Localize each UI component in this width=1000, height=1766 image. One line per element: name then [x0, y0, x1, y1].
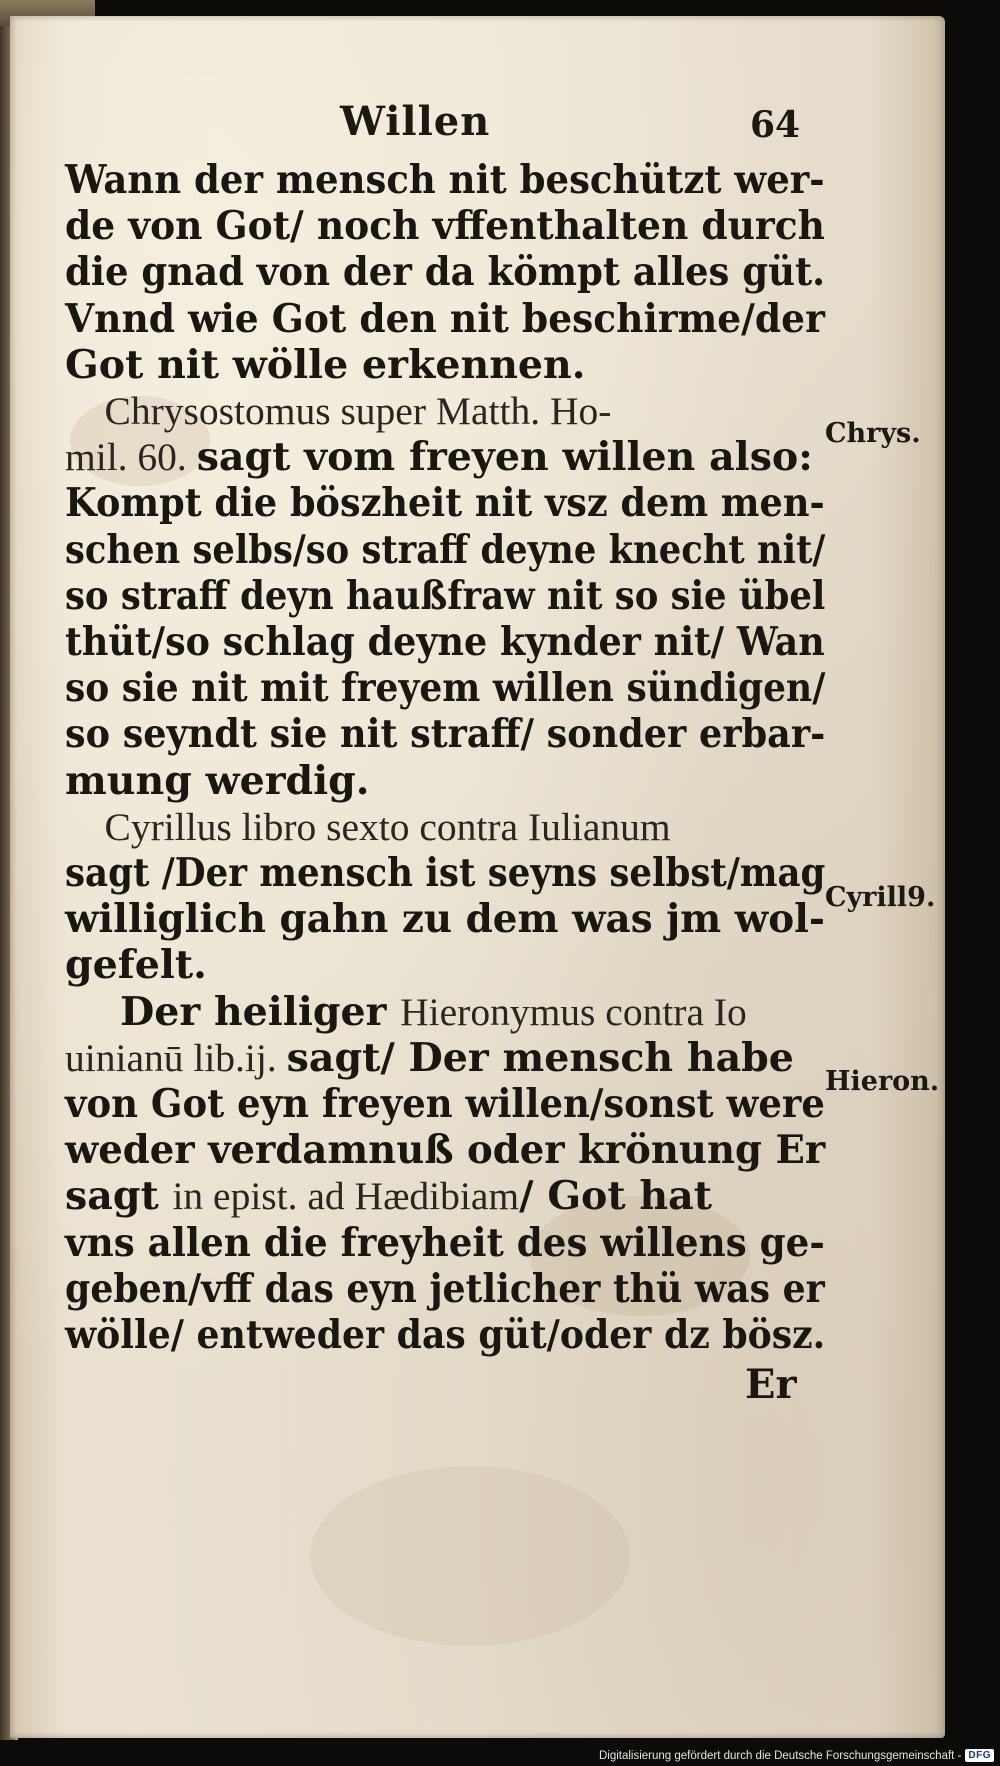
text-line	[65, 988, 747, 1036]
text-line	[65, 664, 825, 712]
blackletter-passage: von Got eyn freyen willen/sonst were	[65, 1081, 825, 1127]
text-line	[65, 156, 825, 204]
margin-note-hieron: Hieron.	[825, 1066, 940, 1097]
blackletter-passage: schen selbs/so straff deyne knecht nit/	[65, 526, 826, 573]
blackletter-passage: mung werdig.	[65, 757, 370, 804]
blackletter-passage: so straff deyn haußfraw nit so sie übel	[65, 572, 826, 619]
latin-passage: in epist. ad Hædibiam	[172, 1174, 520, 1219]
blackletter-passage: sagt /Der mensch ist seyns selbst/mag	[65, 850, 826, 896]
text-line	[65, 341, 586, 389]
margin-note-chrys: Chrys.	[825, 418, 921, 449]
text-line	[65, 757, 370, 805]
text-line	[65, 1034, 794, 1082]
text-line	[65, 433, 813, 481]
text-line	[65, 248, 825, 296]
blackletter-passage: wölle/ entweder das güt/oder dz bösz.	[65, 1312, 826, 1358]
blackletter-passage: williglich gahn zu dem was jm wol-	[65, 896, 825, 943]
text-line	[65, 1265, 825, 1313]
latin-passage: Hieronymus contra Io	[400, 989, 747, 1034]
blackletter-passage: sagt vom freyen willen also:	[196, 434, 813, 481]
text-line	[65, 1080, 825, 1128]
text-line	[65, 1126, 825, 1174]
dfg-logo: DFG	[965, 1749, 994, 1762]
blackletter-passage: / Got hat	[519, 1173, 712, 1220]
text-line	[65, 387, 611, 435]
text-line	[65, 1172, 712, 1220]
blackletter-passage: Vnnd wie Got den nit beschirme/der	[65, 295, 825, 342]
blackletter-passage: gefelt.	[65, 942, 207, 989]
blackletter-passage: Kompt die böszheit nit vsz dem men-	[65, 480, 825, 527]
blackletter-passage: Der heiliger	[65, 988, 401, 1035]
running-head-title: Willen	[340, 98, 491, 145]
footer-credit-text: Digitalisierung gefördert durch die Deutsche Forschungsgemeinschaft -	[598, 1749, 962, 1762]
book-page	[10, 16, 945, 1738]
latin-passage: mil. 60.	[65, 435, 197, 480]
body-text	[65, 156, 825, 1556]
text-line	[65, 526, 825, 574]
text-line	[65, 1219, 825, 1267]
latin-passage: uinianū lib.ij.	[65, 1035, 287, 1080]
text-line	[65, 710, 825, 758]
text-line	[65, 572, 825, 620]
blackletter-passage: so seyndt sie nit straff/ sonder erbar-	[65, 711, 826, 758]
blackletter-passage: so sie nit mit freyem willen sündigen/	[65, 665, 826, 712]
latin-passage: Chrysostomus super Matth. Ho-	[65, 389, 612, 433]
text-line	[65, 803, 671, 851]
blackletter-passage: vns allen die freyheit des willens ge-	[65, 1219, 825, 1266]
text-line	[65, 941, 207, 989]
text-line	[65, 479, 825, 527]
text-line	[65, 849, 825, 897]
blackletter-passage: sagt/ Der mensch habe	[286, 1034, 794, 1081]
text-line	[65, 295, 825, 343]
page-number: 64	[750, 104, 801, 146]
blackletter-passage: Got nit wölle erkennen.	[65, 341, 586, 388]
text-line	[65, 895, 825, 943]
text-line	[65, 202, 825, 250]
blackletter-passage: Wann der mensch nit beschützt wer-	[65, 157, 825, 203]
text-line	[65, 618, 825, 666]
blackletter-passage: thüt/so schlag deyne kynder nit/ Wan	[65, 619, 825, 665]
blackletter-passage: die gnad von der da kömpt alles güt.	[65, 249, 826, 296]
catchword: Er	[745, 1361, 797, 1408]
digitization-footer	[599, 1749, 994, 1762]
text-line	[65, 1311, 825, 1359]
blackletter-passage: geben/vff das eyn jetlicher thü was er	[65, 1265, 825, 1312]
running-head	[10, 98, 945, 158]
blackletter-passage: sagt	[65, 1173, 173, 1220]
margin-note-cyrill: Cyrill9.	[825, 882, 936, 913]
blackletter-passage: weder verdamnuß oder krönung Er	[65, 1127, 826, 1174]
latin-passage: Cyrillus libro sexto contra Iulianum	[65, 804, 671, 849]
blackletter-passage: de von Got/ noch vffenthalten durch	[65, 203, 825, 250]
